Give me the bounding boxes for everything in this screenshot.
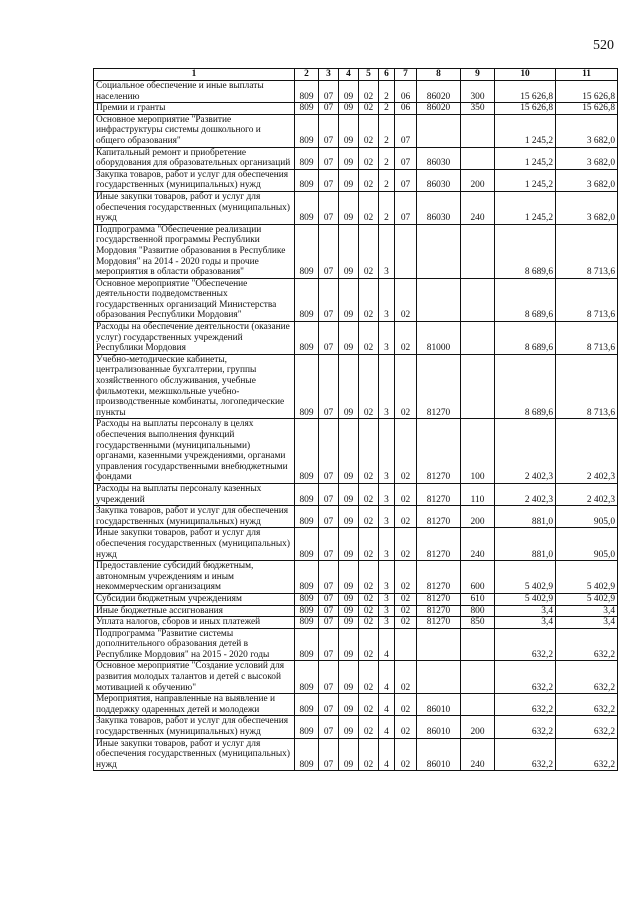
cell-name: Подпрограмма "Обеспечение реализации государственной программы Республики Мордовия "Развитие образования в Республике Мордовия" на 2014 - 2020 годы и прочие мероприятия в области образования" (94, 224, 295, 278)
header-col-11: 11 (556, 69, 618, 81)
cell-amount-year1: 2 402,3 (495, 483, 556, 505)
cell-expense-type: 850 (461, 617, 495, 629)
cell-subsection: 09 (339, 354, 359, 419)
cell-section: 07 (319, 694, 339, 716)
cell-main-event: 06 (395, 103, 417, 115)
cell-ministry: 809 (295, 224, 319, 278)
cell-expense-type: 100 (461, 419, 495, 484)
cell-ministry: 809 (295, 419, 319, 484)
cell-main-event: 07 (395, 147, 417, 169)
cell-expense-type (461, 147, 495, 169)
table-row (94, 354, 618, 419)
cell-main-event: 02 (395, 617, 417, 629)
table-row (94, 322, 618, 355)
cell-amount-year1: 5 402,9 (495, 561, 556, 594)
cell-direction: 86010 (417, 738, 461, 771)
cell-ministry: 809 (295, 593, 319, 605)
cell-subprogram: 3 (379, 506, 395, 528)
cell-program: 02 (359, 605, 379, 617)
cell-amount-year1: 8 689,6 (495, 354, 556, 419)
cell-subsection: 09 (339, 561, 359, 594)
cell-amount-year2: 632,2 (556, 694, 618, 716)
cell-program: 02 (359, 191, 379, 224)
cell-ministry: 809 (295, 114, 319, 147)
cell-name: Иные закупки товаров, работ и услуг для обеспечения государственных (муниципальных) нужд (94, 191, 295, 224)
cell-program: 02 (359, 114, 379, 147)
cell-direction: 86010 (417, 716, 461, 738)
table-row (94, 561, 618, 594)
cell-subprogram: 2 (379, 191, 395, 224)
table-row (94, 81, 618, 103)
cell-ministry: 809 (295, 528, 319, 561)
table-row (94, 419, 618, 484)
cell-amount-year1: 15 626,8 (495, 81, 556, 103)
cell-amount-year2: 3,4 (556, 605, 618, 617)
cell-amount-year2: 8 713,6 (556, 224, 618, 278)
cell-main-event: 02 (395, 738, 417, 771)
cell-section: 07 (319, 661, 339, 694)
cell-expense-type (461, 224, 495, 278)
cell-amount-year1: 1 245,2 (495, 114, 556, 147)
cell-amount-year2: 632,2 (556, 738, 618, 771)
cell-subsection: 09 (339, 628, 359, 661)
cell-name: Премии и гранты (94, 103, 295, 115)
cell-main-event: 06 (395, 81, 417, 103)
header-col-4: 4 (339, 69, 359, 81)
cell-direction: 86020 (417, 81, 461, 103)
cell-program: 02 (359, 81, 379, 103)
cell-program: 02 (359, 278, 379, 321)
cell-section: 07 (319, 738, 339, 771)
table-row (94, 506, 618, 528)
cell-subprogram: 4 (379, 661, 395, 694)
table-row (94, 661, 618, 694)
cell-amount-year1: 632,2 (495, 738, 556, 771)
cell-subprogram: 2 (379, 169, 395, 191)
header-col-6: 6 (379, 69, 395, 81)
budget-table (93, 68, 618, 771)
table-row (94, 628, 618, 661)
cell-subsection: 09 (339, 278, 359, 321)
table-row (94, 103, 618, 115)
cell-subsection: 09 (339, 528, 359, 561)
cell-main-event: 02 (395, 528, 417, 561)
cell-subprogram: 2 (379, 103, 395, 115)
cell-section: 07 (319, 506, 339, 528)
cell-amount-year2: 3 682,0 (556, 114, 618, 147)
cell-section: 07 (319, 81, 339, 103)
table-row (94, 114, 618, 147)
cell-direction (417, 224, 461, 278)
cell-ministry: 809 (295, 278, 319, 321)
cell-program: 02 (359, 147, 379, 169)
cell-amount-year1: 881,0 (495, 528, 556, 561)
cell-expense-type (461, 114, 495, 147)
cell-subprogram: 4 (379, 716, 395, 738)
cell-subsection: 09 (339, 169, 359, 191)
cell-subsection: 09 (339, 506, 359, 528)
cell-direction (417, 628, 461, 661)
cell-ministry: 809 (295, 661, 319, 694)
cell-amount-year2: 3 682,0 (556, 191, 618, 224)
cell-subsection: 09 (339, 81, 359, 103)
cell-program: 02 (359, 169, 379, 191)
cell-section: 07 (319, 561, 339, 594)
cell-amount-year2: 2 402,3 (556, 419, 618, 484)
cell-direction: 81270 (417, 561, 461, 594)
cell-expense-type: 240 (461, 528, 495, 561)
header-col-9: 9 (461, 69, 495, 81)
cell-name: Мероприятия, направленные на выявление и поддержку одаренных детей и молодежи (94, 694, 295, 716)
cell-amount-year2: 8 713,6 (556, 354, 618, 419)
cell-program: 02 (359, 561, 379, 594)
cell-direction (417, 278, 461, 321)
cell-program: 02 (359, 617, 379, 629)
cell-section: 07 (319, 605, 339, 617)
cell-program: 02 (359, 483, 379, 505)
cell-section: 07 (319, 483, 339, 505)
cell-subprogram: 4 (379, 628, 395, 661)
cell-expense-type: 600 (461, 561, 495, 594)
cell-subsection: 09 (339, 419, 359, 484)
cell-name: Основное мероприятие "Обеспечение деятельности подведомственных государственных организаций Министерства образования Республики Мордовия" (94, 278, 295, 321)
cell-ministry: 809 (295, 191, 319, 224)
cell-amount-year2: 5 402,9 (556, 593, 618, 605)
cell-ministry: 809 (295, 716, 319, 738)
cell-program: 02 (359, 694, 379, 716)
cell-direction: 86030 (417, 191, 461, 224)
table-header-row (94, 69, 618, 81)
cell-name: Расходы на выплаты персоналу в целях обеспечения выполнения функций государственными (муниципальными) органами, казенными учреждениями, органами управления государственными внебюджетными фондами (94, 419, 295, 484)
cell-main-event: 02 (395, 561, 417, 594)
cell-ministry: 809 (295, 103, 319, 115)
cell-amount-year1: 15 626,8 (495, 103, 556, 115)
table-row (94, 605, 618, 617)
cell-amount-year2: 15 626,8 (556, 103, 618, 115)
cell-direction: 86020 (417, 103, 461, 115)
cell-direction: 81270 (417, 593, 461, 605)
cell-section: 07 (319, 147, 339, 169)
table-row (94, 528, 618, 561)
header-col-7: 7 (395, 69, 417, 81)
cell-section: 07 (319, 114, 339, 147)
cell-name: Закупка товаров, работ и услуг для обеспечения государственных (муниципальных) нужд (94, 716, 295, 738)
cell-amount-year1: 632,2 (495, 628, 556, 661)
cell-subsection: 09 (339, 483, 359, 505)
cell-amount-year2: 3 682,0 (556, 169, 618, 191)
cell-subsection: 09 (339, 191, 359, 224)
cell-expense-type (461, 661, 495, 694)
header-col-10: 10 (495, 69, 556, 81)
cell-subprogram: 3 (379, 224, 395, 278)
cell-direction: 86030 (417, 169, 461, 191)
cell-amount-year2: 2 402,3 (556, 483, 618, 505)
cell-name: Уплата налогов, сборов и иных платежей (94, 617, 295, 629)
cell-main-event: 02 (395, 322, 417, 355)
cell-expense-type: 110 (461, 483, 495, 505)
cell-subsection: 09 (339, 738, 359, 771)
cell-main-event: 02 (395, 419, 417, 484)
cell-ministry: 809 (295, 322, 319, 355)
cell-program: 02 (359, 661, 379, 694)
cell-main-event: 07 (395, 169, 417, 191)
cell-expense-type (461, 694, 495, 716)
cell-name: Расходы на выплаты персоналу казенных учреждений (94, 483, 295, 505)
table-row (94, 169, 618, 191)
cell-subsection: 09 (339, 617, 359, 629)
cell-ministry: 809 (295, 147, 319, 169)
cell-name: Расходы на обеспечение деятельности (оказание услуг) государственных учреждений Республики Мордовия (94, 322, 295, 355)
cell-amount-year1: 8 689,6 (495, 224, 556, 278)
cell-subsection: 09 (339, 593, 359, 605)
cell-section: 07 (319, 322, 339, 355)
cell-amount-year1: 5 402,9 (495, 593, 556, 605)
cell-direction: 81270 (417, 528, 461, 561)
cell-section: 07 (319, 354, 339, 419)
cell-program: 02 (359, 354, 379, 419)
cell-subprogram: 3 (379, 605, 395, 617)
cell-subsection: 09 (339, 224, 359, 278)
cell-section: 07 (319, 191, 339, 224)
cell-ministry: 809 (295, 169, 319, 191)
cell-direction: 81270 (417, 419, 461, 484)
cell-expense-type: 240 (461, 191, 495, 224)
cell-program: 02 (359, 628, 379, 661)
table-row (94, 716, 618, 738)
cell-main-event: 02 (395, 694, 417, 716)
cell-main-event: 02 (395, 506, 417, 528)
cell-name: Субсидии бюджетным учреждениям (94, 593, 295, 605)
cell-ministry: 809 (295, 617, 319, 629)
cell-expense-type: 610 (461, 593, 495, 605)
cell-amount-year2: 905,0 (556, 506, 618, 528)
table-row (94, 191, 618, 224)
cell-subprogram: 3 (379, 561, 395, 594)
cell-ministry: 809 (295, 506, 319, 528)
cell-name: Закупка товаров, работ и услуг для обеспечения государственных (муниципальных) нужд (94, 169, 295, 191)
cell-main-event: 07 (395, 191, 417, 224)
cell-section: 07 (319, 593, 339, 605)
cell-amount-year2: 8 713,6 (556, 278, 618, 321)
cell-subprogram: 3 (379, 593, 395, 605)
cell-main-event: 02 (395, 278, 417, 321)
cell-ministry: 809 (295, 628, 319, 661)
cell-subsection: 09 (339, 605, 359, 617)
cell-program: 02 (359, 528, 379, 561)
cell-name: Иные бюджетные ассигнования (94, 605, 295, 617)
cell-section: 07 (319, 617, 339, 629)
cell-amount-year2: 3,4 (556, 617, 618, 629)
cell-subprogram: 2 (379, 147, 395, 169)
cell-program: 02 (359, 103, 379, 115)
cell-subprogram: 3 (379, 617, 395, 629)
cell-amount-year1: 881,0 (495, 506, 556, 528)
cell-subprogram: 3 (379, 528, 395, 561)
cell-ministry: 809 (295, 605, 319, 617)
cell-ministry: 809 (295, 561, 319, 594)
cell-expense-type: 200 (461, 506, 495, 528)
table-row (94, 147, 618, 169)
cell-amount-year1: 3,4 (495, 617, 556, 629)
cell-amount-year2: 632,2 (556, 661, 618, 694)
cell-subprogram: 4 (379, 694, 395, 716)
cell-section: 07 (319, 169, 339, 191)
cell-direction: 86010 (417, 694, 461, 716)
cell-subprogram: 3 (379, 419, 395, 484)
table-row (94, 224, 618, 278)
header-col-5: 5 (359, 69, 379, 81)
table-row (94, 278, 618, 321)
cell-expense-type (461, 628, 495, 661)
table-row (94, 694, 618, 716)
cell-subsection: 09 (339, 147, 359, 169)
cell-expense-type: 200 (461, 169, 495, 191)
cell-direction: 81270 (417, 617, 461, 629)
cell-section: 07 (319, 278, 339, 321)
cell-amount-year1: 632,2 (495, 661, 556, 694)
cell-amount-year1: 632,2 (495, 716, 556, 738)
cell-amount-year1: 632,2 (495, 694, 556, 716)
cell-main-event: 02 (395, 716, 417, 738)
cell-amount-year1: 8 689,6 (495, 322, 556, 355)
cell-name: Основное мероприятие "Создание условий для развития молодых талантов и детей с высокой мотивацией к обучению" (94, 661, 295, 694)
cell-amount-year1: 8 689,6 (495, 278, 556, 321)
cell-section: 07 (319, 716, 339, 738)
cell-subsection: 09 (339, 103, 359, 115)
header-col-2: 2 (295, 69, 319, 81)
cell-name: Капитальный ремонт и приобретение оборудования для образовательных организаций (94, 147, 295, 169)
cell-name: Основное мероприятие "Развитие инфраструктуры системы дошкольного и общего образования" (94, 114, 295, 147)
cell-amount-year2: 632,2 (556, 628, 618, 661)
cell-ministry: 809 (295, 354, 319, 419)
cell-direction: 81000 (417, 322, 461, 355)
cell-ministry: 809 (295, 483, 319, 505)
cell-ministry: 809 (295, 694, 319, 716)
cell-amount-year2: 15 626,8 (556, 81, 618, 103)
cell-program: 02 (359, 224, 379, 278)
cell-direction: 86030 (417, 147, 461, 169)
cell-subprogram: 4 (379, 738, 395, 771)
cell-amount-year2: 632,2 (556, 716, 618, 738)
cell-section: 07 (319, 628, 339, 661)
page-number: 520 (593, 38, 614, 53)
cell-amount-year1: 2 402,3 (495, 419, 556, 484)
cell-name: Иные закупки товаров, работ и услуг для обеспечения государственных (муниципальных) нужд (94, 528, 295, 561)
cell-name: Учебно-методические кабинеты, централизованные бухгалтерии, группы хозяйственного обслуживания, учебные фильмотеки, межшкольные учебно-производственные комбинаты, логопедические пункты (94, 354, 295, 419)
cell-main-event: 07 (395, 114, 417, 147)
cell-name: Социальное обеспечение и иные выплаты населению (94, 81, 295, 103)
cell-program: 02 (359, 322, 379, 355)
cell-subprogram: 3 (379, 483, 395, 505)
cell-subsection: 09 (339, 114, 359, 147)
cell-name: Иные закупки товаров, работ и услуг для обеспечения государственных (муниципальных) нужд (94, 738, 295, 771)
cell-program: 02 (359, 716, 379, 738)
cell-amount-year2: 3 682,0 (556, 147, 618, 169)
cell-subprogram: 3 (379, 354, 395, 419)
cell-main-event: 02 (395, 605, 417, 617)
cell-expense-type: 350 (461, 103, 495, 115)
cell-direction: 81270 (417, 506, 461, 528)
cell-program: 02 (359, 506, 379, 528)
table-row (94, 593, 618, 605)
cell-direction (417, 661, 461, 694)
cell-section: 07 (319, 103, 339, 115)
cell-program: 02 (359, 593, 379, 605)
cell-main-event: 02 (395, 661, 417, 694)
cell-section: 07 (319, 528, 339, 561)
cell-subprogram: 3 (379, 278, 395, 321)
cell-main-event: 02 (395, 354, 417, 419)
cell-amount-year2: 905,0 (556, 528, 618, 561)
cell-amount-year1: 1 245,2 (495, 169, 556, 191)
cell-direction: 81270 (417, 354, 461, 419)
table-row (94, 738, 618, 771)
cell-program: 02 (359, 419, 379, 484)
cell-main-event (395, 628, 417, 661)
cell-expense-type (461, 278, 495, 321)
table-row (94, 617, 618, 629)
cell-main-event: 02 (395, 483, 417, 505)
cell-section: 07 (319, 224, 339, 278)
cell-program: 02 (359, 738, 379, 771)
cell-expense-type: 240 (461, 738, 495, 771)
header-col-1: 1 (94, 69, 295, 81)
table-body (94, 81, 618, 771)
cell-expense-type: 300 (461, 81, 495, 103)
cell-ministry: 809 (295, 738, 319, 771)
cell-amount-year1: 1 245,2 (495, 147, 556, 169)
cell-expense-type: 200 (461, 716, 495, 738)
cell-direction: 81270 (417, 605, 461, 617)
cell-subsection: 09 (339, 661, 359, 694)
cell-section: 07 (319, 419, 339, 484)
cell-subprogram: 2 (379, 114, 395, 147)
cell-name: Подпрограмма "Развитие системы дополнительного образования детей в Республике Мордовия" на 2015 - 2020 годы (94, 628, 295, 661)
cell-subprogram: 3 (379, 322, 395, 355)
cell-main-event (395, 224, 417, 278)
cell-expense-type: 800 (461, 605, 495, 617)
header-col-8: 8 (417, 69, 461, 81)
cell-subprogram: 2 (379, 81, 395, 103)
cell-name: Предоставление субсидий бюджетным, автономным учреждениям и иным некоммерческим организациям (94, 561, 295, 594)
cell-main-event: 02 (395, 593, 417, 605)
cell-expense-type (461, 322, 495, 355)
cell-amount-year1: 1 245,2 (495, 191, 556, 224)
cell-subsection: 09 (339, 694, 359, 716)
cell-amount-year2: 5 402,9 (556, 561, 618, 594)
cell-amount-year2: 8 713,6 (556, 322, 618, 355)
cell-expense-type (461, 354, 495, 419)
cell-direction (417, 114, 461, 147)
table-row (94, 483, 618, 505)
cell-subsection: 09 (339, 716, 359, 738)
cell-name: Закупка товаров, работ и услуг для обеспечения государственных (муниципальных) нужд (94, 506, 295, 528)
header-col-3: 3 (319, 69, 339, 81)
cell-subsection: 09 (339, 322, 359, 355)
cell-amount-year1: 3,4 (495, 605, 556, 617)
cell-direction: 81270 (417, 483, 461, 505)
cell-ministry: 809 (295, 81, 319, 103)
